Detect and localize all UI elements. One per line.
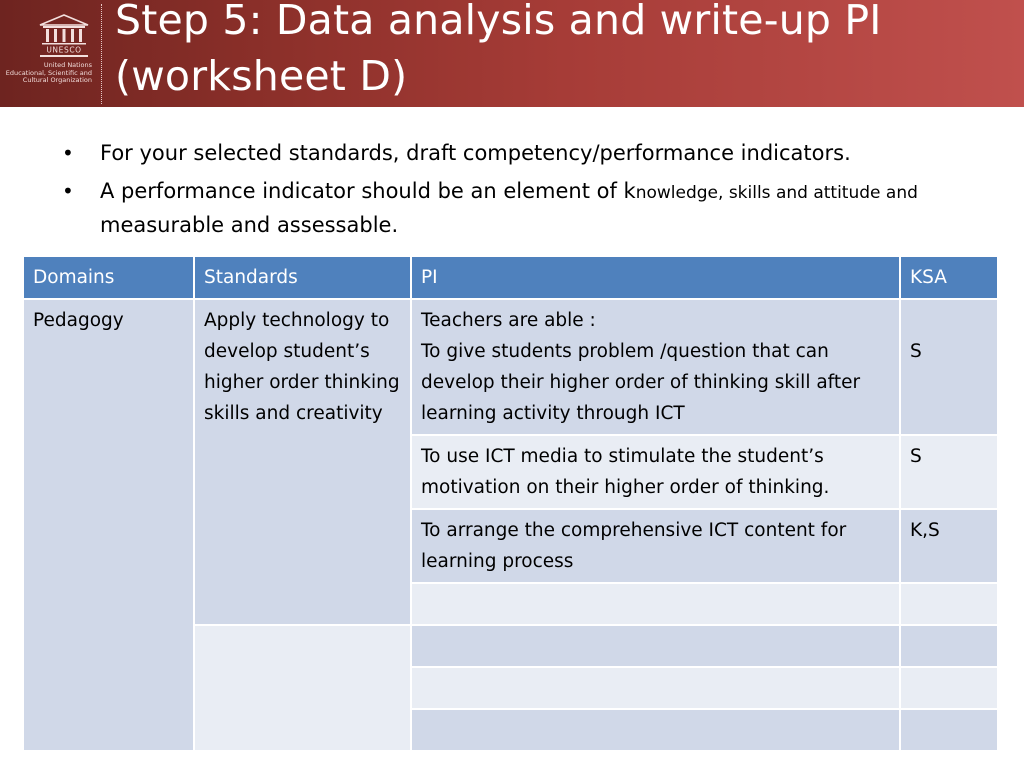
bullet-item xyxy=(62,175,962,241)
bullet-text-tail: measurable and assessable. xyxy=(100,213,399,237)
bullet-text-small: nowledge, skills and attitude and xyxy=(635,183,918,203)
pi-text: To use ICT media to stimulate the student’s motivation on their higher order of thinking. xyxy=(421,446,830,498)
slide-title: Step 5: Data analysis and write-up PI (worksheet D) xyxy=(115,0,882,100)
pi-cell xyxy=(411,625,900,667)
pi-cell xyxy=(411,583,900,625)
table-row xyxy=(23,299,998,435)
bullet-item xyxy=(62,137,962,169)
standard-cell xyxy=(194,299,411,625)
logo-divider xyxy=(101,4,102,104)
ksa-cell xyxy=(900,435,998,509)
bullet-text-main: A performance indicator should be an element of k xyxy=(100,179,636,203)
pi-text: Teachers are able : To give students problem /question that can develop their higher order of thinking skill after learning activity through ICT xyxy=(421,310,861,424)
ksa-cell xyxy=(900,583,998,625)
pi-text: To arrange the comprehensive ICT content for learning process xyxy=(421,520,847,572)
table-header-row xyxy=(23,256,998,299)
ksa-cell xyxy=(900,299,998,435)
ksa-text: K,S xyxy=(910,520,940,541)
unesco-logo xyxy=(0,0,100,107)
header-ksa: KSA xyxy=(900,256,998,299)
bullet-text: For your selected standards, draft competency/performance indicators. xyxy=(100,141,851,165)
pi-cell xyxy=(411,667,900,709)
header-pi: PI xyxy=(411,256,900,299)
header-standards: Standards xyxy=(194,256,411,299)
standard-text: Apply technology to develop student’s higher order thinking skills and creativity xyxy=(204,310,400,424)
unesco-temple-icon xyxy=(38,14,90,58)
slide-header xyxy=(0,0,1024,107)
ksa-text: S xyxy=(910,341,922,362)
worksheet-table xyxy=(22,255,999,752)
ksa-cell xyxy=(900,667,998,709)
pi-cell xyxy=(411,435,900,509)
pi-cell xyxy=(411,299,900,435)
org-line-1: United Nations xyxy=(43,61,92,69)
ksa-text: S xyxy=(910,446,922,467)
header-domains: Domains xyxy=(23,256,194,299)
bullet-dot-icon: • xyxy=(62,141,74,165)
unesco-wordmark: UNESCO xyxy=(46,45,82,55)
ksa-cell xyxy=(900,509,998,583)
bullet-dot-icon: • xyxy=(62,179,74,203)
pi-cell xyxy=(411,509,900,583)
unesco-org-name xyxy=(0,62,92,85)
standard-cell-empty xyxy=(194,625,411,751)
pi-cell xyxy=(411,709,900,751)
bullet-list xyxy=(62,137,962,247)
domain-text: Pedagogy xyxy=(33,310,124,331)
ksa-cell xyxy=(900,709,998,751)
org-line-2: Educational, Scientific and xyxy=(5,68,92,77)
domain-cell xyxy=(23,299,194,751)
org-line-3: Cultural Organization xyxy=(22,76,92,84)
ksa-cell xyxy=(900,625,998,667)
